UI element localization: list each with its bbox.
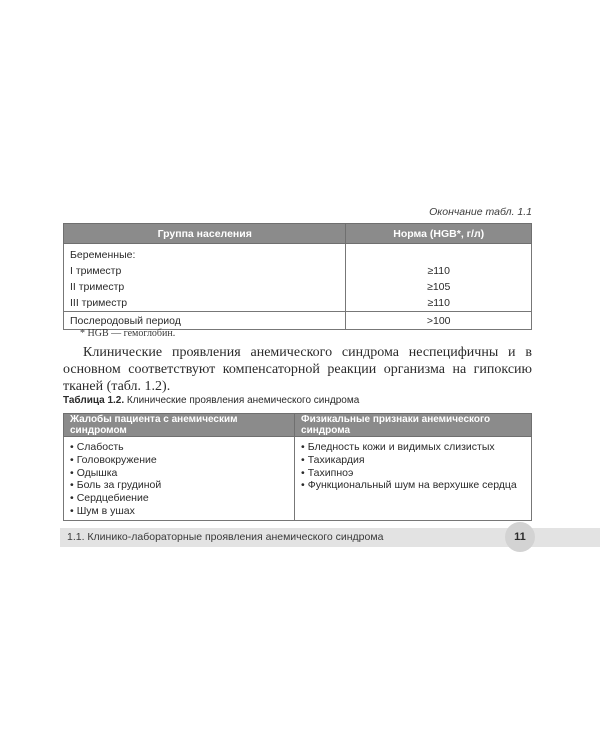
column-header-signs: Физикальные признаки анемического синдрома (295, 414, 532, 437)
complaints-list (70, 441, 288, 518)
value-cell: ≥110 (346, 263, 532, 279)
signs-cell (295, 437, 532, 521)
group-cell: II триместр (64, 279, 346, 295)
list-item: • Слабость (70, 441, 288, 454)
group-cell: Послеродовый период (64, 312, 346, 330)
table-row (64, 312, 532, 330)
complaints-cell (64, 437, 295, 521)
list-item: • Головокружение (70, 454, 288, 467)
table2-caption-text: Клинические проявления анемического синдрома (126, 395, 360, 406)
value-cell: ≥105 (346, 279, 532, 295)
table-row (64, 244, 532, 264)
table2-caption (63, 395, 359, 406)
body-paragraph: Клинические проявления анемического синдрома неспецифичны и в основном соответствуют компенсаторной реакции организма на гипоксию тканей (табл. 1.2). (63, 345, 532, 394)
table-continuation-caption: Окончание табл. 1.1 (429, 206, 532, 218)
table-footnote: * HGB — гемоглобин. (80, 328, 176, 339)
hemoglobin-norms-table (63, 223, 532, 330)
list-item: • Тахикардия (301, 454, 525, 467)
list-item: • Боль за грудиной (70, 479, 288, 492)
group-cell: III триместр (64, 295, 346, 312)
table2-caption-label: Таблица 1.2. (63, 395, 125, 406)
group-cell: I триместр (64, 263, 346, 279)
table-row (64, 437, 532, 521)
table-row (64, 279, 532, 295)
list-item: • Одышка (70, 467, 288, 480)
table-row (64, 263, 532, 279)
list-item: • Бледность кожи и видимых слизистых (301, 441, 525, 454)
anemia-symptoms-table (63, 413, 532, 521)
value-cell: >100 (346, 312, 532, 330)
column-header-norm: Норма (HGB*, г/л) (346, 224, 532, 244)
value-cell (346, 244, 532, 264)
page-number: 11 (505, 522, 535, 552)
list-item: • Шум в ушах (70, 505, 288, 518)
value-cell: ≥110 (346, 295, 532, 312)
footer-section-title: 1.1. Клинико-лабораторные проявления анемического синдрома (67, 531, 384, 543)
signs-list (301, 441, 525, 492)
column-header-group: Группа населения (64, 224, 346, 244)
list-item: • Функциональный шум на верхушке сердца (301, 479, 525, 492)
table-row (64, 295, 532, 312)
group-cell: Беременные: (64, 244, 346, 264)
column-header-complaints: Жалобы пациента с анемическим синдромом (64, 414, 295, 437)
list-item: • Тахипноэ (301, 467, 525, 480)
list-item: • Сердцебиение (70, 492, 288, 505)
